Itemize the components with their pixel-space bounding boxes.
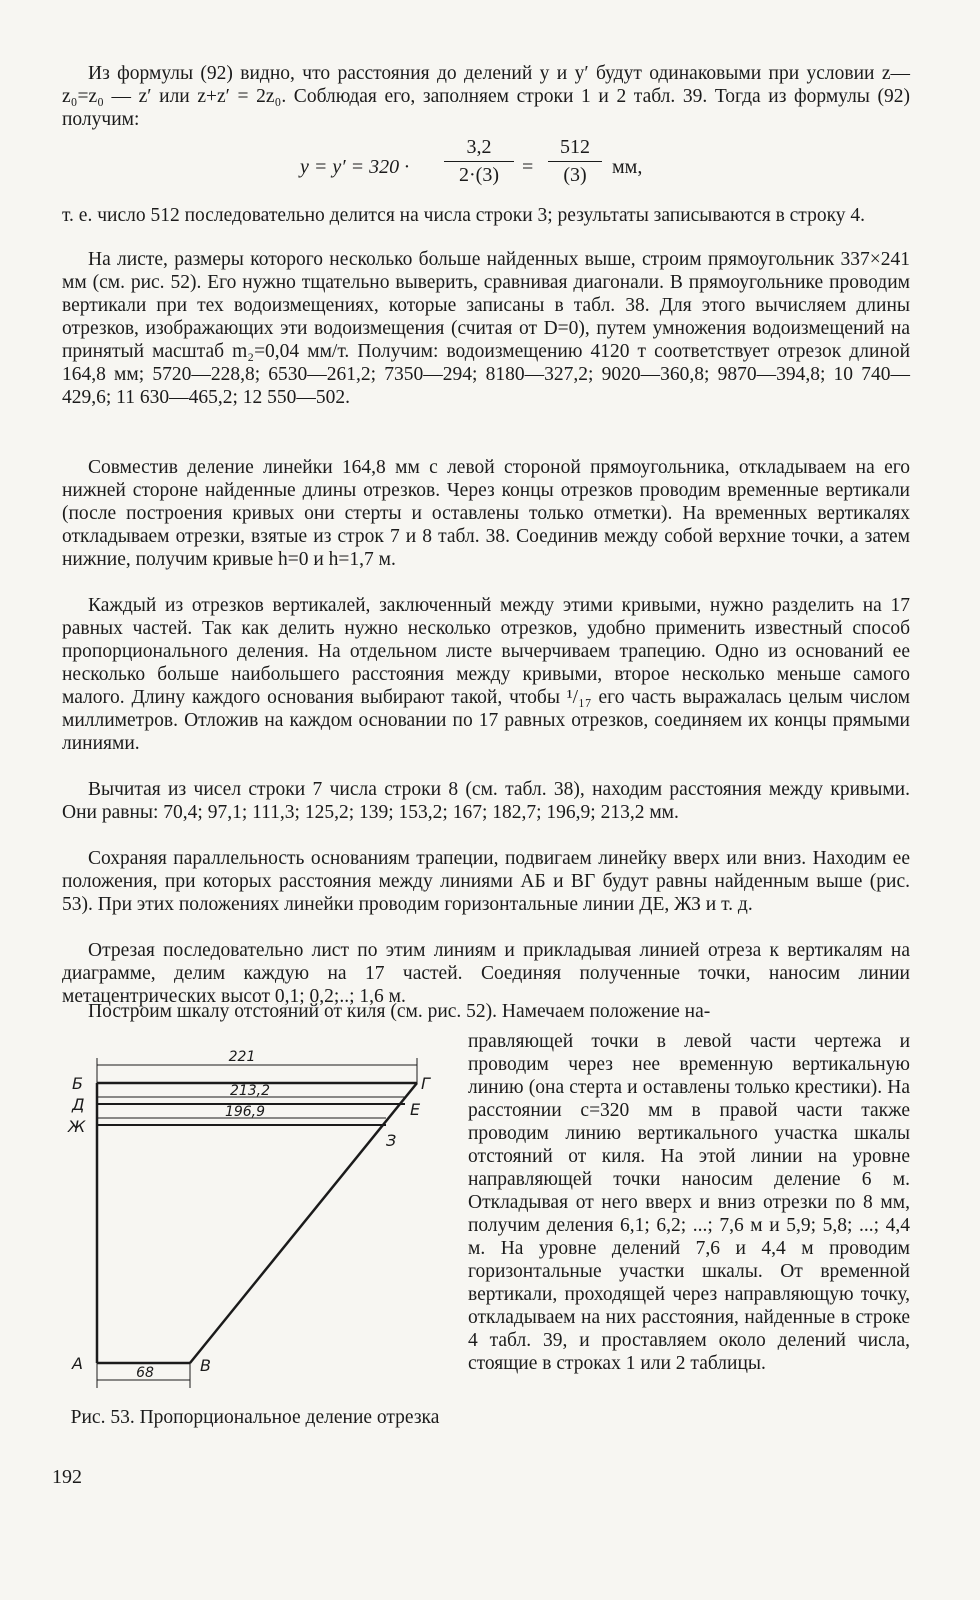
paragraph-distances: Вычитая из чисел строки 7 числа строки 8 (см. табл. 38), находим расстояния между кривыми. Они равны: 70,4; 97,1; 111,3; 125,2; 139; 153,2; 167; 182,7; 196,9; 213,2 мм. [62,779,910,823]
paragraph-rectangle: На листе, размеры которого несколько больше найденных выше, строим прямоугольник 337×241 мм (см. рис. 52). Его нужно тщательно выверить, сравнивая диагонали. В прямоугольнике проводим вертикали при тех водоизмещениях, которые записаны в табл. 38. Для этого вычисляем длины отрезков, изображающих эти водоизмещения (считая от D=0), путем умножения водоизмещений на принятый масштаб m₂=0,04 мм/т. Получим: водоизмещению 4120 т соответствует отрезок длиной 164,8 мм; 5720—228,8; 6530—261,2; 7350—294; 8180—327,2; 9020—360,8; 9870—394,8; 10 740—429,6; 11 630—465,2; 12 550—502. [62,249,910,408]
formula-unit: мм, [612,156,643,178]
label-e: Е [410,1100,421,1119]
formula-fraction-1-numerator: 3,2 [444,136,514,162]
paragraph-keel-scale: Построим шкалу отстояний от киля (см. рис. 52). Намечаем положение на- [88,1001,711,1022]
label-b: Б [72,1074,83,1093]
paragraph-cutting: Отрезая последовательно лист по этим линиям и прикладывая линией отреза к вертикалям на диаграмме, делим каждую на 17 частей. Соединяя полученные точки, наносим линии метацентрических высот 0,1; 0,2;..; 1,6 м. [62,940,910,1007]
formula-lhs: y = y′ = 320 · [300,156,410,178]
label-v: В [200,1356,211,1375]
formula-fraction-2-numerator: 512 [548,136,602,162]
paragraph-trapezoid: Каждый из отрезков вертикалей, заключенный между этими кривыми, нужно разделить на 17 равных частей. Так как делить нужно несколько отрезков, удобно применить известный способ пропорционального деления. На отдельном листе вычерчиваем трапецию. Одно из оснований ее несколько больше наибольшего расстояния между кривыми, второе несколько меньше самого малого. Длину каждого основания выбирают такой, чтобы ¹/₁₇ его часть выражалась целым числом миллиметров. Отложив на каждом основании по 17 равных отрезков, соединяем их концы прямыми линиями. [62,595,910,754]
formula-fraction-1-denominator: 2·(3) [459,164,499,186]
formula-equals: = [522,156,534,178]
dimension-top-label: 221 [228,1049,256,1065]
formula-fraction-2 [548,136,602,187]
dimension-bottom-label: 68 [136,1365,154,1381]
label-z: З [386,1131,397,1150]
label-a: А [72,1354,83,1373]
formula-y [0,134,980,200]
paragraph-result: т. е. число 512 последовательно делится на числа строки 3; результаты записываются в строку 4. [62,205,866,226]
paragraph-parallel: Сохраняя параллельность основаниям трапеции, подвигаем линейку вверх или вниз. Находим ее положения, при которых расстояния между линиями АБ и ВГ будут равны найденным выше (рис. 53). При этих положениях линейки проводим горизонтальные линии ДЕ, ЖЗ и т. д. [62,848,910,915]
label-g: Г [421,1074,430,1093]
page-number: 192 [52,1466,82,1488]
label-d: Д [72,1095,85,1114]
paragraph-formula-intro: Из формулы (92) видно, что расстояния до делений y и y′ будут одинаковыми при условии z—z₀=z₀ — z′ или z+z′ = 2z₀. Соблюдая его, заполняем строки 1 и 2 табл. 39. Тогда из формулы (92) получим: [62,63,910,130]
figure-caption: Рис. 53. Пропорциональное деление отрезка [70,1407,440,1428]
label-zh: Ж [68,1117,86,1136]
dimension-mid-label: 213,2 [229,1083,271,1099]
formula-fraction-2-denominator: (3) [563,164,587,186]
dimension-low-label: 196,9 [224,1104,266,1120]
paragraph-keel-scale-continued: правляющей точки в левой части чертежа и проводим через нее временную вертикальную линию (она стерта и оставлены только крестики). На расстоянии c=320 мм в правой части также проводим линию вертикального участка шкалы отстояний от киля. На этой линии на уровне направляющей точки наносим деление 6 м. Откладывая от него вверх и вниз отрезки по 8 мм, получим деления 6,1; 6,2; ...; 7,6 м и 5,9; 5,8; ...; 4,4 м. На уровне делений 7,6 и 4,4 м проводим горизонтальные участки шкалы. От временной вертикали, проходящей через направляющую точку, откладываем на них расстояния, найденные в строке 4 табл. 39, и проставляем около делений числа, стоящие в строках 1 или 2 таблицы. [468,1031,910,1374]
formula-fraction-1 [444,136,514,187]
figure-53-trapezoid [50,1040,450,1400]
paragraph-ruler: Совместив деление линейки 164,8 мм с левой стороной прямоугольника, откладываем на его нижней стороне найденные длины отрезков. Через концы отрезков проводим временные вертикали (после построения кривых они стерты и оставлены только отметки). На временных вертикалях откладываем отрезки, взятые из строк 7 и 8 табл. 38. Соединив между собой верхние точки, а затем нижние, получим кривые h=0 и h=1,7 м. [62,457,910,570]
